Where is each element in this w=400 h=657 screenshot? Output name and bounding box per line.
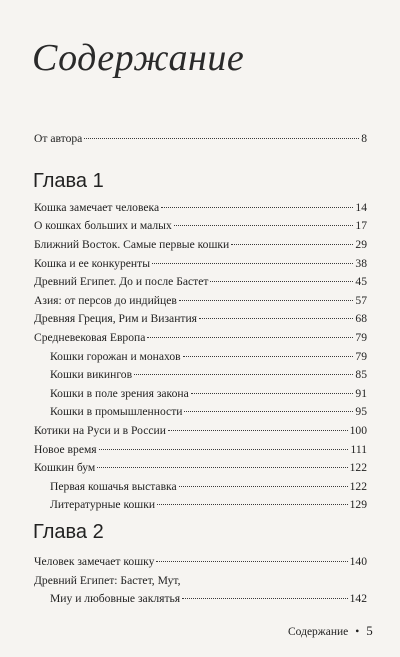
leader-dots — [156, 561, 347, 562]
toc-entry-label: Кошки горожан и монахов — [50, 350, 181, 363]
toc-entry-page: 85 — [355, 368, 367, 381]
toc-entry-page: 129 — [349, 498, 367, 511]
toc-entry-page: 79 — [355, 331, 367, 344]
page-title: Содержание — [32, 37, 245, 79]
toc-entry-label: Кошка замечает человека — [34, 201, 160, 214]
toc-entry-label-line1[interactable]: Древний Египет: Бастет, Мут, — [34, 574, 181, 587]
leader-dots — [97, 467, 347, 468]
toc-entry-label: Азия: от персов до индийцев — [34, 294, 177, 307]
page-number: 5 — [366, 623, 373, 638]
toc-entry-page: 122 — [349, 480, 367, 493]
toc-entry-page: 29 — [355, 238, 367, 251]
toc-entry-page: 45 — [355, 275, 367, 288]
toc-entry-label: Древняя Греция, Рим и Византия — [34, 312, 198, 325]
toc-entry-label: Человек замечает кошку — [34, 555, 155, 568]
toc-entry-label: Кошки викингов — [50, 368, 133, 381]
leader-dots — [99, 449, 349, 450]
toc-entry[interactable] — [34, 424, 367, 440]
chapter-heading: Глава 2 — [33, 521, 104, 543]
toc-entry-label: Древний Египет. До и после Бастет — [34, 275, 209, 288]
toc-entry-label: О кошках больших и малых — [34, 219, 172, 232]
toc-entry[interactable] — [34, 275, 367, 291]
footer-bullet: • — [355, 626, 360, 638]
toc-entry-page: 38 — [355, 257, 367, 270]
toc-entry-preface[interactable] — [34, 132, 367, 148]
toc-entry-label: Ближний Восток. Самые первые кошки — [34, 238, 230, 251]
toc-entry[interactable] — [34, 312, 367, 328]
leader-dots — [168, 430, 348, 431]
toc-entry-page: 111 — [350, 443, 367, 456]
footer-section-title: Содержание — [288, 626, 349, 638]
toc-entry[interactable] — [34, 331, 367, 347]
toc-entry[interactable] — [34, 294, 367, 310]
page-footer — [288, 623, 373, 639]
toc-entry-label: Первая кошачья выставка — [50, 480, 177, 493]
toc-entry-label: Кошки в промышленности — [50, 405, 183, 418]
leader-dots — [157, 504, 348, 505]
toc-entry[interactable] — [34, 238, 367, 254]
toc-subentry[interactable] — [50, 498, 367, 514]
toc-entry[interactable] — [34, 201, 367, 217]
toc-entry-label: Кошки в поле зрения закона — [50, 387, 189, 400]
toc-entry-page: 68 — [355, 312, 367, 325]
leader-dots — [147, 337, 353, 338]
leader-dots — [84, 138, 359, 139]
leader-dots — [152, 263, 353, 264]
toc-entry-page: 140 — [349, 555, 367, 568]
toc-entry-label: Котики на Руси и в России — [34, 424, 166, 437]
toc-entry-continued[interactable] — [50, 592, 367, 608]
toc-entry-label: Средневековая Европа — [34, 331, 146, 344]
toc-entry[interactable] — [34, 257, 367, 273]
toc-entry-label: Новое время — [34, 443, 97, 456]
chapter-heading: Глава 1 — [33, 170, 104, 192]
toc-entry-page: 91 — [355, 387, 367, 400]
toc-subentry[interactable] — [50, 368, 367, 384]
toc-subentry[interactable] — [50, 350, 367, 366]
toc-entry-page: 14 — [355, 201, 367, 214]
toc-entry-page: 142 — [349, 592, 367, 605]
leader-dots — [183, 356, 354, 357]
leader-dots — [231, 244, 353, 245]
toc-subentry[interactable] — [50, 405, 367, 421]
toc-entry[interactable] — [34, 555, 367, 571]
leader-dots — [179, 300, 354, 301]
leader-dots — [184, 411, 353, 412]
leader-dots — [191, 393, 354, 394]
toc-entry[interactable] — [34, 219, 367, 235]
toc-entry-label: От автора — [34, 132, 83, 145]
toc-entry-page: 8 — [361, 132, 367, 145]
leader-dots — [179, 486, 348, 487]
toc-subentry[interactable] — [50, 387, 367, 403]
toc-entry-label: Кошкин бум — [34, 461, 96, 474]
toc-entry-page: 122 — [349, 461, 367, 474]
toc-subentry[interactable] — [50, 480, 367, 496]
leader-dots — [134, 374, 353, 375]
leader-dots — [161, 207, 353, 208]
leader-dots — [182, 598, 347, 599]
toc-entry-page: 79 — [355, 350, 367, 363]
toc-entry-label: Литературные кошки — [50, 498, 156, 511]
toc-entry[interactable] — [34, 443, 367, 459]
toc-entry[interactable] — [34, 461, 367, 477]
leader-dots — [199, 318, 353, 319]
toc-entry-page: 95 — [355, 405, 367, 418]
leader-dots — [174, 225, 354, 226]
toc-entry-label: Кошка и ее конкуренты — [34, 257, 150, 270]
toc-entry-page: 17 — [355, 219, 367, 232]
toc-entry-page: 57 — [355, 294, 367, 307]
toc-entry-label: Миу и любовные заклятья — [50, 592, 181, 605]
toc-entry-page: 100 — [349, 424, 367, 437]
leader-dots — [210, 281, 353, 282]
